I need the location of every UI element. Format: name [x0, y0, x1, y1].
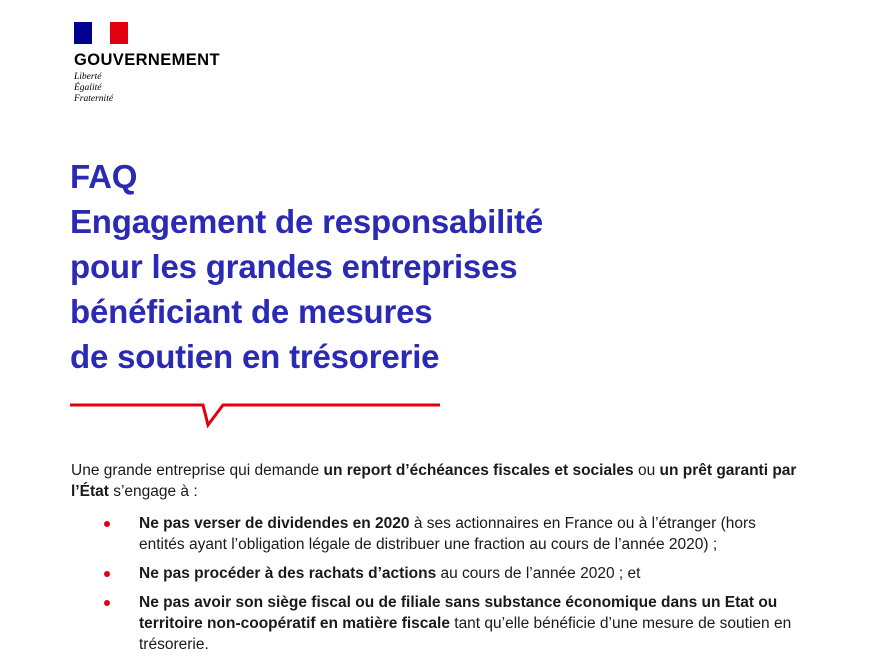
list-item: Ne pas procéder à des rachats d’actions au cours de l’année 2020 ; et — [104, 563, 804, 584]
title-line: de soutien en trésorerie — [70, 338, 440, 375]
government-name: GOUVERNEMENT — [74, 51, 220, 69]
title-line: FAQ — [70, 158, 138, 195]
intro-paragraph: Une grande entreprise qui demande un report d’échéances fiscales et sociales ou un prêt garanti par l’État s’engage à : — [71, 462, 797, 500]
title-line: pour les grandes entreprises — [70, 248, 518, 285]
title-line: bénéficiant de mesures — [70, 293, 433, 330]
motto — [74, 72, 220, 105]
page-title — [70, 154, 543, 379]
title-line: Engagement de responsabilité — [70, 203, 544, 240]
bullet-dot-icon — [104, 571, 110, 577]
intro-emphasis: un report d’échéances fiscales et sociales — [323, 462, 634, 479]
list-item: Ne pas verser de dividendes en 2020 à ses actionnaires en France ou à l’étranger (hors entités ayant l’obligation légale de distribuer une fraction au cours de l’année 2020) ; — [104, 513, 804, 555]
list-item: Ne pas avoir son siège fiscal ou de filiale sans substance économique dans un Etat ou territoire non-coopératif en matière fiscale tant qu’elle bénéficie d’une mesure de soutien en trésorerie. — [104, 592, 804, 655]
bullet-dot-icon — [104, 521, 110, 527]
marianne-flag-icon — [74, 22, 128, 44]
bullet-dot-icon — [104, 600, 110, 606]
motto-fraternite: Fraternité — [74, 94, 114, 104]
government-logo — [74, 22, 220, 105]
motto-egalite: Égalité — [74, 83, 102, 93]
motto-liberte: Liberté — [74, 72, 102, 82]
speech-bubble-divider — [70, 396, 442, 430]
intro-emphasis: un prêt garanti par l’État — [71, 462, 797, 500]
commitments-list — [104, 513, 804, 663]
